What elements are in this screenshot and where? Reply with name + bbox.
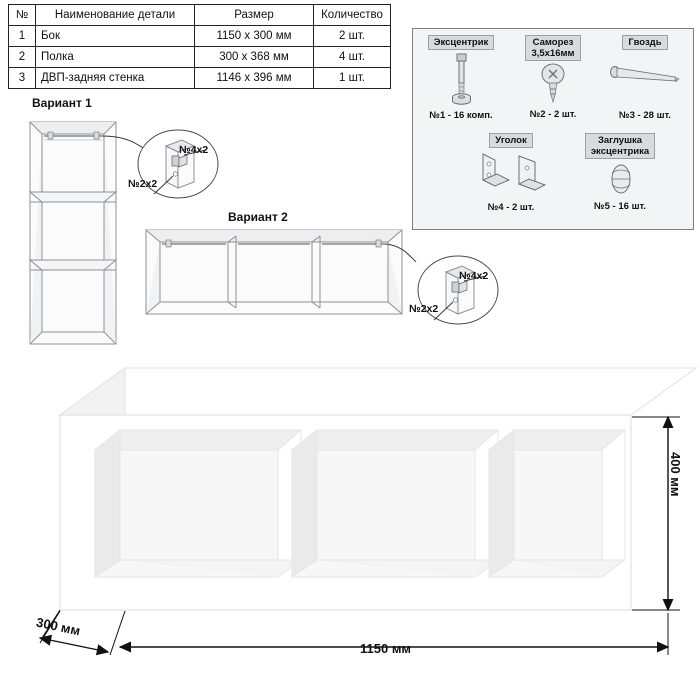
hardware-title: Гвоздь <box>622 35 667 50</box>
table-row <box>9 47 391 68</box>
dimension-depth-label: 300 мм <box>34 614 82 639</box>
hardware-item-screw <box>509 35 597 120</box>
variant-2-drawing <box>140 222 420 332</box>
hardware-caption: №2 - 2 шт. <box>529 109 577 120</box>
part-qty: 2 шт. <box>314 26 391 47</box>
variant-1-callout-detail <box>132 124 242 214</box>
variant-2-callout-label-2: №2х2 <box>409 303 439 315</box>
part-num: 3 <box>9 68 36 89</box>
hardware-title-line2: эксцентрика <box>590 146 650 157</box>
part-name: Бок <box>36 26 195 47</box>
hardware-title: Уголок <box>489 133 532 148</box>
cap-icon <box>565 159 675 199</box>
part-num: 2 <box>9 47 36 68</box>
part-size: 300 х 368 мм <box>195 47 314 68</box>
variant-2-callout-label-1: №4х2 <box>459 270 489 282</box>
table-row <box>9 26 391 47</box>
nail-icon <box>601 50 689 108</box>
hardware-title-line1: Заглушка <box>597 135 643 146</box>
screw-icon <box>509 61 597 107</box>
hardware-item-cap <box>565 133 675 212</box>
table-header-name: Наименование детали <box>36 5 195 26</box>
hardware-item-bracket <box>463 133 559 213</box>
hardware-title-line1: Саморез <box>532 37 574 48</box>
hardware-title: Эксцентрик <box>428 35 495 50</box>
table-header-size: Размер <box>195 5 314 26</box>
variant-1-callout-label-1: №4х2 <box>179 144 209 156</box>
part-num: 1 <box>9 26 36 47</box>
hardware-caption: №4 - 2 шт. <box>487 202 535 213</box>
variant-2-label: Вариант 2 <box>228 210 288 224</box>
table-header-qty: Количество <box>314 5 391 26</box>
dimension-height-label: 400 мм <box>668 452 683 497</box>
dimension-height-arrow <box>632 417 680 610</box>
variant-1-label: Вариант 1 <box>32 96 92 110</box>
hardware-item-nail <box>601 35 689 121</box>
hardware-title-line2: 3,5х16мм <box>531 48 575 59</box>
part-qty: 1 шт. <box>314 68 391 89</box>
variant-2-callout-detail <box>412 250 522 340</box>
hardware-caption: №5 - 16 шт. <box>594 201 646 212</box>
hardware-panel <box>412 28 694 230</box>
part-name: Полка <box>36 47 195 68</box>
cam-lock-icon <box>417 50 505 108</box>
hardware-caption: №1 - 16 комп. <box>429 110 493 121</box>
part-name: ДВП-задняя стенка <box>36 68 195 89</box>
part-size: 1146 х 396 мм <box>195 68 314 89</box>
part-size: 1150 х 300 мм <box>195 26 314 47</box>
part-qty: 4 шт. <box>314 47 391 68</box>
dimension-width-label: 1150 мм <box>360 641 412 656</box>
parts-table <box>8 4 391 89</box>
hardware-caption: №3 - 28 шт. <box>619 110 671 121</box>
table-row <box>9 68 391 89</box>
variant-1-callout-label-2: №2х2 <box>128 178 158 190</box>
corner-bracket-icon <box>463 148 559 200</box>
table-header-num: № <box>9 5 36 26</box>
table-header-row <box>9 5 391 26</box>
hardware-item-cam-lock <box>417 35 505 121</box>
cabinet-3d-view <box>20 355 700 675</box>
